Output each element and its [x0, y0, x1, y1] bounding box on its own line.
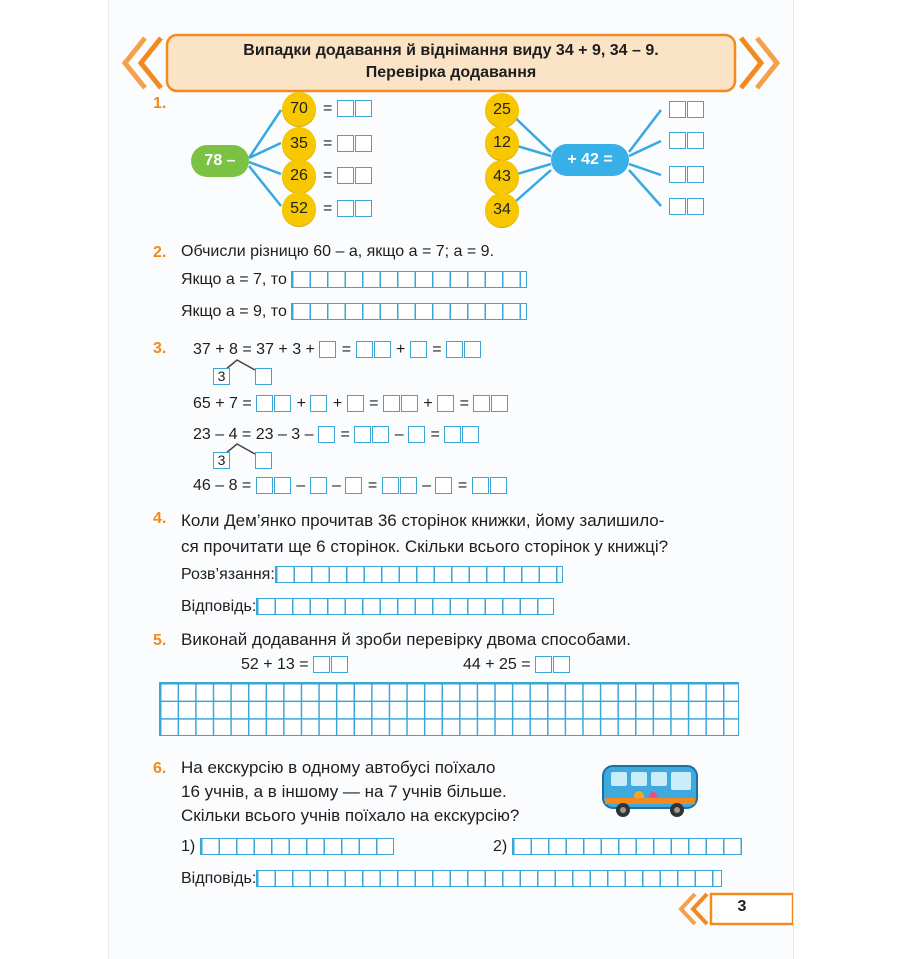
answer-cell[interactable]: [408, 426, 425, 443]
page-number: 3: [737, 898, 747, 915]
title-line-1: Випадки додавання й віднімання виду 34 + 9, 34 – 9.: [243, 42, 659, 59]
expression-44-25: 44 + 25 =: [463, 656, 531, 673]
answer-cells[interactable]: [444, 426, 480, 443]
answer-cells[interactable]: [256, 477, 292, 494]
answer-strip[interactable]: [291, 271, 527, 288]
answer-cell[interactable]: [435, 477, 452, 494]
answer-label: Відповідь:: [181, 598, 257, 615]
step-2-strip[interactable]: [512, 838, 742, 855]
answer-cells[interactable]: [382, 477, 418, 494]
exercise-4-prompt: Коли Дем’янко прочитав 36 сторінок книжки, йому залишило- ся прочитати ще 6 сторінок. Скільки всього сторінок у книжці?: [181, 511, 669, 556]
answer-cells[interactable]: [446, 341, 482, 358]
answer-cells[interactable]: [669, 101, 705, 118]
answer-cells[interactable]: [669, 166, 705, 183]
answer-cell[interactable]: [319, 341, 336, 358]
answer-cells[interactable]: [256, 395, 292, 412]
exercise-2-prompt: Обчисли різницю 60 – а, якщо а = 7; а = 9.: [181, 243, 495, 260]
expression-row-3: 23 – 4 = 23 – 3 – = – =: [193, 424, 480, 446]
addend-circle: 12: [485, 126, 519, 160]
exercise-6-prompt: На екскурсію в одному автобусі поїхало 16 учнів, а в іншому — на 7 учнів більше. Скільки всього учнів поїхало на екскурсію?: [181, 758, 520, 825]
exercise-1-number: 1.: [153, 95, 167, 112]
answer-strip[interactable]: [256, 870, 722, 887]
answer-cell[interactable]: [347, 395, 364, 412]
answer-cell[interactable]: [255, 368, 272, 385]
answer-cell[interactable]: [437, 395, 454, 412]
answer-cells[interactable]: [313, 656, 349, 673]
hint-cell: 3: [213, 452, 230, 469]
equals-sign: =: [323, 167, 333, 184]
addend-circle: 43: [485, 160, 519, 194]
exercise-5-prompt: Виконай додавання й зроби перевірку двома способами.: [181, 630, 632, 649]
answer-cells[interactable]: [337, 200, 373, 217]
answer-label: Відповідь:: [181, 870, 257, 887]
answer-cell[interactable]: [410, 341, 427, 358]
step-1-strip[interactable]: [200, 838, 394, 855]
answer-cells[interactable]: [535, 656, 571, 673]
exercise-2-number: 2.: [153, 244, 167, 261]
title-line-2: Перевірка додавання: [365, 64, 537, 81]
addend-circle: 25: [485, 93, 519, 127]
step-1-label: 1): [181, 838, 196, 855]
exercise-6-number: 6.: [153, 760, 167, 777]
answer-cells[interactable]: [354, 426, 390, 443]
step-2-label: 2): [493, 838, 508, 855]
answer-cell[interactable]: [310, 477, 327, 494]
workbook-page: [108, 0, 794, 959]
answer-cells[interactable]: [383, 395, 419, 412]
subtrahend-circle: 70: [282, 92, 316, 126]
minuend-78-oval: 78 –: [191, 145, 249, 177]
equals-sign: =: [323, 200, 333, 217]
answer-cells[interactable]: [669, 132, 705, 149]
exercise-5-number: 5.: [153, 632, 167, 649]
solution-strip[interactable]: [275, 566, 563, 583]
subtrahend-circle: 52: [282, 192, 316, 226]
subtrahend-circle: 35: [282, 127, 316, 161]
bus-illustration: [599, 760, 703, 820]
equals-sign: =: [323, 135, 333, 152]
expression-52-13: 52 + 13 =: [241, 656, 309, 673]
subtrahend-circle: 26: [282, 159, 316, 193]
exercise-4-number: 4.: [153, 510, 167, 527]
page-title: [167, 40, 735, 84]
case-a7-label: Якщо а = 7, то: [181, 271, 287, 288]
answer-cell[interactable]: [310, 395, 327, 412]
answer-cells[interactable]: [337, 100, 373, 117]
answer-cells[interactable]: [669, 198, 705, 215]
addend-circle: 34: [485, 193, 519, 227]
expression-row-4: 46 – 8 = – – = – =: [193, 475, 508, 497]
solution-label: Розв’язання:: [181, 566, 275, 583]
work-grid[interactable]: [159, 682, 739, 736]
answer-cells[interactable]: [337, 167, 373, 184]
answer-strip[interactable]: [256, 598, 554, 615]
hint-cell: 3: [213, 368, 230, 385]
plus-42-oval: + 42 =: [551, 144, 629, 176]
expression-row-1: 37 + 8 = 37 + 3 + = + =: [193, 339, 482, 361]
answer-cell[interactable]: [345, 477, 362, 494]
answer-strip[interactable]: [291, 303, 527, 320]
answer-cells[interactable]: [356, 341, 392, 358]
answer-cells[interactable]: [472, 477, 508, 494]
answer-cell[interactable]: [318, 426, 335, 443]
answer-cells[interactable]: [337, 135, 373, 152]
expression-row-2: 65 + 7 = + + = + =: [193, 393, 509, 415]
case-a9-label: Якщо а = 9, то: [181, 303, 287, 320]
exercise-3-number: 3.: [153, 340, 167, 357]
answer-cell[interactable]: [255, 452, 272, 469]
answer-cells[interactable]: [473, 395, 509, 412]
equals-sign: =: [323, 100, 333, 117]
